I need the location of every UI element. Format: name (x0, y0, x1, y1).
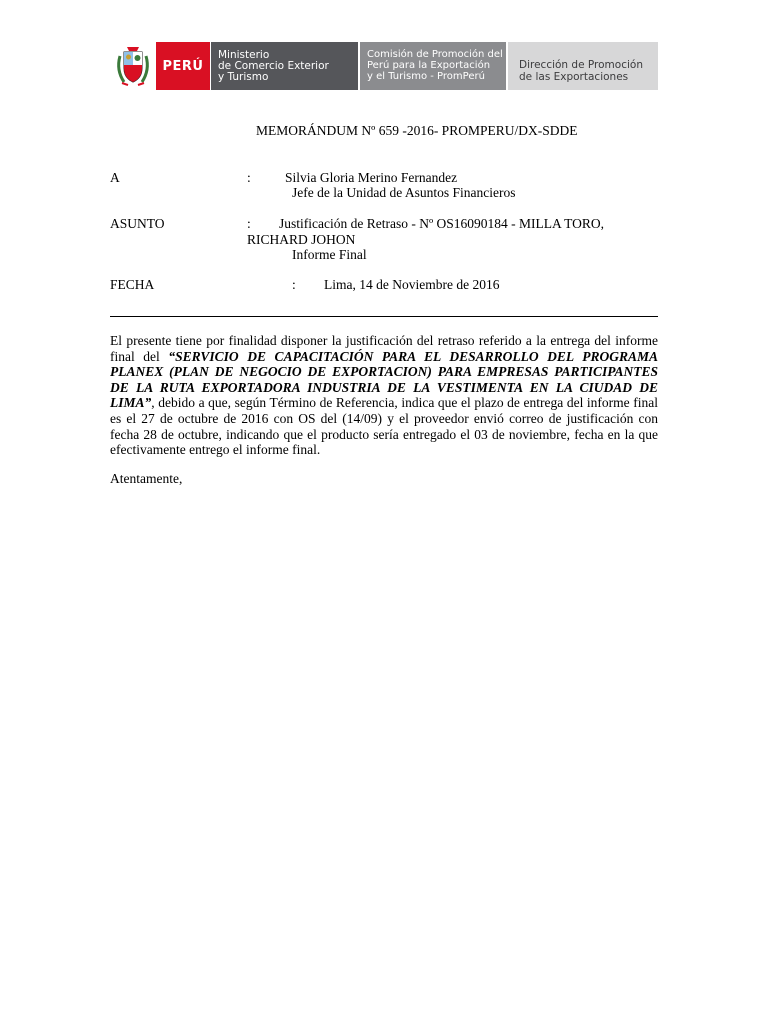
divider-line (110, 316, 658, 317)
direccion-block (506, 42, 658, 90)
peru-label-block (156, 42, 210, 90)
subject-line-3: Informe Final (292, 247, 367, 262)
to-label: A (110, 170, 120, 185)
header-banner (110, 42, 658, 90)
subject-line-1: Justificación de Retraso - Nº OS16090184 - MILLA TORO, (279, 216, 605, 231)
to-name: Silvia Gloria Merino Fernandez (285, 170, 458, 185)
date-label: FECHA (110, 277, 155, 292)
peru-coat-of-arms-icon (114, 44, 152, 88)
closing: Atentamente, (110, 471, 183, 486)
body-rest: , debido a que, según Término de Referencia, indica que el plazo de entrega del informe final es el 27 de octubre de 2016 con OS del (14/09) y el proveedor envió correo de justificación con fecha 28 de octubre, indicando que el producto sería entregado el 03 de noviembre, fecha en la que efectivamente entrego el informe final. (110, 395, 658, 458)
body-paragraph (110, 333, 658, 458)
body-intro: El presente tiene por finalidad disponer la justificación del retraso referido a la entrega del informe final del (110, 333, 658, 364)
date-value: Lima, 14 de Noviembre de 2016 (324, 277, 500, 292)
ministry-line-3: y Turismo (218, 71, 269, 83)
body-service-name: “SERVICIO DE CAPACITACIÓN PARA EL DESARROLLO DEL PROGRAMA PLANEX (PLAN DE NEGOCIO DE EXPORTACION) PARA EMPRESAS PARTICIPANTES DE LA RUTA EXPORTADORA INDUSTRIA DE LA VESTIMENTA EN LA CIUDAD DE LIMA” (110, 348, 658, 411)
subject-label: ASUNTO (110, 216, 165, 231)
subject-line-2: RICHARD JOHON (247, 232, 356, 247)
subject-colon: : (247, 216, 251, 231)
ministry-block (210, 42, 358, 90)
to-position: Jefe de la Unidad de Asuntos Financieros (292, 185, 516, 200)
promperu-line-2: Perú para la Exportación (367, 60, 491, 71)
ministry-line-1: Ministerio (218, 49, 270, 61)
date-colon: : (292, 277, 296, 292)
promperu-block (358, 42, 506, 90)
direccion-line-2: de las Exportaciones (519, 71, 629, 83)
memo-title: MEMORÁNDUM Nº 659 -2016- PROMPERU/DX-SDDE (256, 123, 578, 138)
direccion-line-1: Dirección de Promoción (519, 59, 643, 71)
to-colon: : (247, 170, 251, 185)
promperu-line-3: y el Turismo - PromPerú (367, 71, 485, 82)
peru-label: PERÚ (162, 58, 204, 74)
crest (110, 42, 156, 90)
ministry-line-2: de Comercio Exterior (218, 60, 329, 72)
promperu-line-1: Comisión de Promoción del (367, 49, 503, 60)
